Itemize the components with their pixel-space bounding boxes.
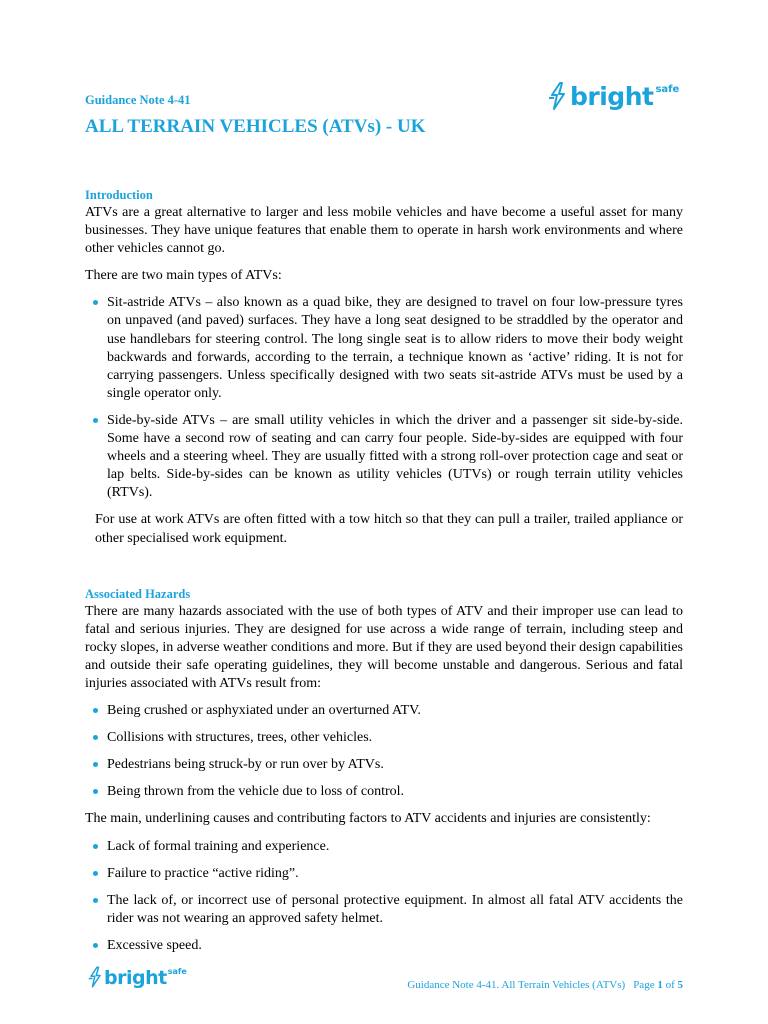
bullet-icon bbox=[93, 844, 98, 849]
list-item: Excessive speed. bbox=[85, 937, 683, 955]
list-item: Sit-astride ATVs – also known as a quad bike, they are designed to travel on four low-pressure tyres on unpaved (and paved) surfaces. They have a long seat designed to be straddled by the operator and use handlebars for steering control. The long single seat is to allow riders to move their body weight backwards and forwards, according to the terrain, a technique known as ‘active’ riding. It is not for carrying passengers. Unless specifically designed with two seats sit-astride ATVs must be used by a single operator only. bbox=[85, 294, 683, 403]
list-item: Being crushed or asphyxiated under an overturned ATV. bbox=[85, 702, 683, 720]
intro-paragraph-3: For use at work ATVs are often fitted with a tow hitch so that they can pull a trailer, trailed appliance or other specialised work equipment. bbox=[95, 512, 683, 546]
bullet-icon bbox=[93, 789, 98, 794]
intro-paragraph-2: There are two main types of ATVs: bbox=[85, 268, 282, 284]
bullet-icon bbox=[93, 871, 98, 876]
contributing-factors-list bbox=[85, 838, 683, 955]
bullet-icon bbox=[93, 735, 98, 740]
footer-brightsafe-logo bbox=[88, 966, 187, 990]
bullet-icon bbox=[93, 708, 98, 713]
bullet-icon bbox=[93, 762, 98, 767]
page-footer bbox=[407, 979, 683, 991]
list-item: Being thrown from the vehicle due to loss of control. bbox=[85, 783, 683, 801]
intro-paragraph-1: ATVs are a great alternative to larger and less mobile vehicles and have become a useful asset for many businesses. They have unique features that enable them to operate in harsh work environments and where other vehicles cannot go. bbox=[85, 205, 683, 257]
footer-document-title: Guidance Note 4-41. All Terrain Vehicles (ATVs) bbox=[407, 979, 626, 991]
logo-word: bright bbox=[570, 82, 654, 111]
list-item: Failure to practice “active riding”. bbox=[85, 865, 683, 883]
bullet-icon bbox=[93, 943, 98, 948]
logo-superscript: safe bbox=[167, 967, 187, 976]
list-item: Side-by-side ATVs – are small utility vehicles in which the driver and a passenger sit side-by-side. Some have a second row of seating and can carry four people. Side-by-sides are equipped with four wheels and a steering wheel. They are usually fitted with a strong roll-over protection cage and seat or lap belts. Side-by-sides can be known as utility vehicles (UTVs) or rough terrain utility vehicles (RTVs). bbox=[85, 412, 683, 502]
list-item: Collisions with structures, trees, other vehicles. bbox=[85, 729, 683, 747]
atv-types-list bbox=[85, 294, 683, 502]
list-item: The lack of, or incorrect use of personal protective equipment. In almost all fatal ATV accidents the rider was not wearing an approved safety helmet. bbox=[85, 892, 683, 928]
logo-word: bright bbox=[104, 967, 167, 989]
lightning-bolt-icon bbox=[548, 82, 568, 110]
bullet-icon bbox=[93, 300, 98, 305]
document-body bbox=[85, 187, 683, 964]
list-item: Lack of formal training and experience. bbox=[85, 838, 683, 856]
section-heading-introduction: Introduction bbox=[85, 188, 153, 202]
lightning-bolt-icon bbox=[88, 966, 103, 988]
hazards-paragraph-1: There are many hazards associated with the use of both types of ATV and their improper use can lead to fatal and serious injuries. They are designed for use across a wide range of terrain, including steep and rocky slopes, in adverse weather conditions and more. But if they are used beyond their design capabilities and outside their safe operating guidelines, they will become unstable and dangerous. Serious and fatal injuries associated with ATVs result from: bbox=[85, 603, 683, 691]
injury-causes-list bbox=[85, 702, 683, 801]
logo-superscript: safe bbox=[655, 84, 680, 95]
bullet-icon bbox=[93, 418, 98, 423]
page-number: Page 1 of 5 bbox=[633, 979, 683, 991]
guidance-note-label: Guidance Note 4-41 bbox=[85, 93, 191, 107]
brightsafe-logo bbox=[548, 82, 679, 112]
bullet-icon bbox=[93, 898, 98, 903]
section-heading-associated-hazards: Associated Hazards bbox=[85, 586, 191, 601]
hazards-paragraph-2: The main, underlining causes and contributing factors to ATV accidents and injuries are consistently: bbox=[85, 811, 651, 827]
page-title: ALL TERRAIN VEHICLES (ATVs) - UK bbox=[85, 116, 426, 137]
list-item: Pedestrians being struck-by or run over by ATVs. bbox=[85, 756, 683, 774]
